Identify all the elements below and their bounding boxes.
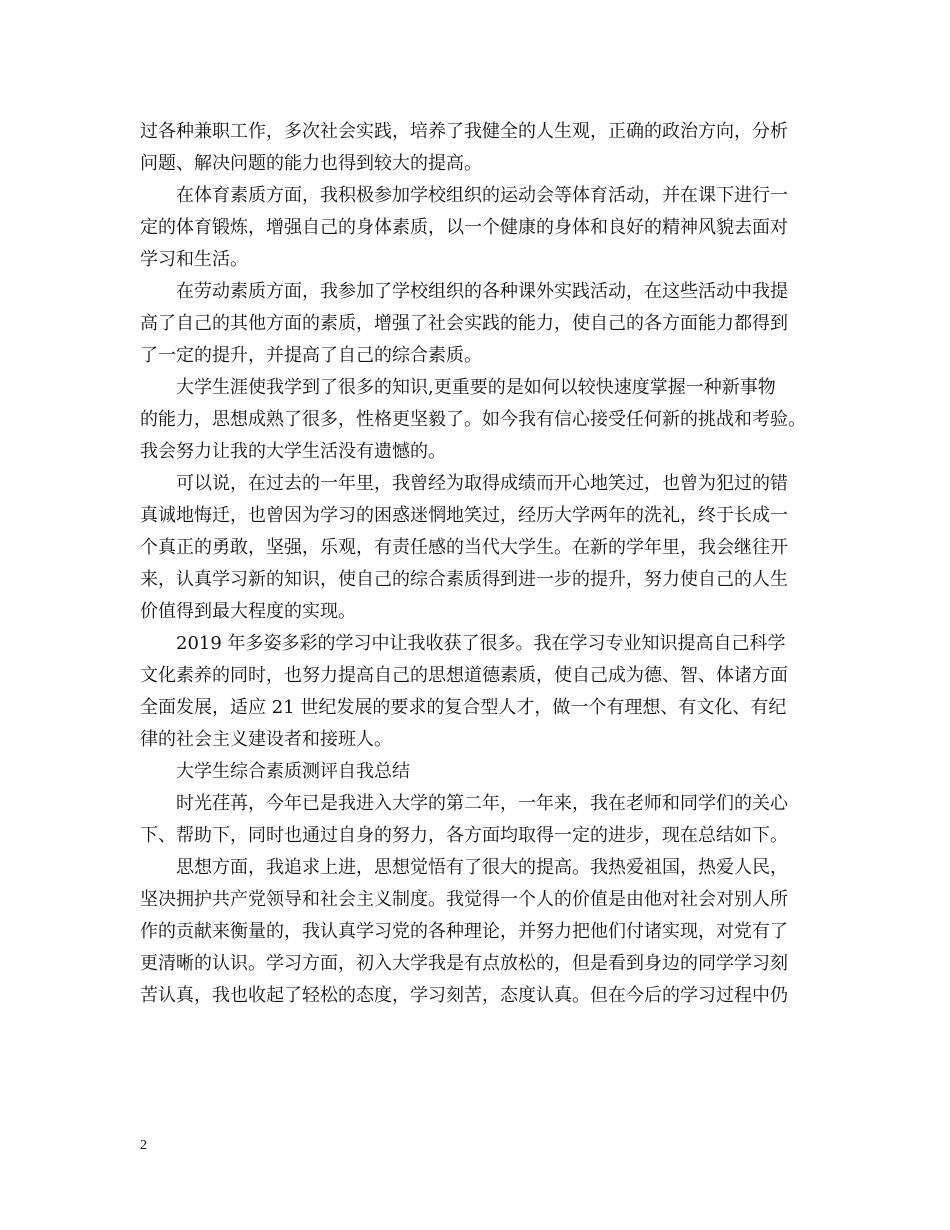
text-line: 过各种兼职工作，多次社会实践，培养了我健全的人生观，正确的政治方向，分析 bbox=[140, 121, 788, 142]
text-line: 我会努力让我的大学生活没有遗憾的。 bbox=[140, 441, 446, 462]
paragraph-start-line: 时光荏苒，今年已是我进入大学的第二年，一年来，我在老师和同学们的关心 bbox=[176, 793, 788, 814]
section-heading: 大学生综合素质测评自我总结 bbox=[176, 761, 410, 782]
text-line: 高了自己的其他方面的素质，增强了社会实践的能力，使自己的各方面能力都得到 bbox=[140, 313, 788, 334]
page-number: 2 bbox=[140, 1138, 147, 1153]
text-line: 律的社会主义建设者和接班人。 bbox=[140, 729, 392, 750]
text-line: 坚决拥护共产党领导和社会主义制度。我觉得一个人的价值是由他对社会对别人所 bbox=[140, 889, 788, 910]
text-line: 真诚地悔迁，也曾因为学习的困惑迷惘地笑过，经历大学两年的洗礼，终于长成一 bbox=[140, 505, 788, 526]
paragraph-start-line: 在体育素质方面，我积极参加学校组织的运动会等体育活动，并在课下进行一 bbox=[176, 185, 788, 206]
text-line: 价值得到最大程度的实现。 bbox=[140, 601, 356, 622]
text-line: 下、帮助下，同时也通过自身的努力，各方面均取得一定的进步，现在总结如下。 bbox=[140, 825, 788, 846]
paragraph-start-line: 思想方面，我追求上进，思想觉悟有了很大的提高。我热爱祖国，热爱人民， bbox=[176, 857, 788, 878]
paragraph-start-line: 可以说，在过去的一年里，我曾经为取得成绩而开心地笑过，也曾为犯过的错 bbox=[176, 473, 788, 494]
text-line: 的能力，思想成熟了很多，性格更坚毅了。如今我有信心接受任何新的挑战和考验。 bbox=[140, 409, 806, 430]
text-line: 来，认真学习新的知识，使自己的综合素质得到进一步的提升，努力使自己的人生 bbox=[140, 569, 788, 590]
text-line: 更清晰的认识。学习方面，初入大学我是有点放松的，但是看到身边的同学学习刻 bbox=[140, 953, 788, 974]
text-line: 作的贡献来衡量的，我认真学习党的各种理论，并努力把他们付诸实现，对党有了 bbox=[140, 921, 788, 942]
body-text bbox=[140, 116, 820, 1012]
text-line: 了一定的提升，并提高了自己的综合素质。 bbox=[140, 345, 482, 366]
paragraph-start-line: 2019 年多姿多彩的学习中让我收获了很多。我在学习专业知识提高自己科学 bbox=[176, 633, 786, 654]
text-line: 定的体育锻炼，增强自己的身体素质，以一个健康的身体和良好的精神风貌去面对 bbox=[140, 217, 788, 238]
text-line: 学习和生活。 bbox=[140, 249, 248, 270]
paragraph-start-line: 大学生涯使我学到了很多的知识,更重要的是如何以较快速度掌握一种新事物 bbox=[176, 377, 776, 398]
text-line: 个真正的勇敢，坚强，乐观，有责任感的当代大学生。在新的学年里，我会继往开 bbox=[140, 537, 788, 558]
text-line: 文化素养的同时，也努力提高自己的思想道德素质，使自己成为德、智、体诸方面 bbox=[140, 665, 788, 686]
text-line: 苦认真，我也收起了轻松的态度，学习刻苦，态度认真。但在今后的学习过程中仍 bbox=[140, 985, 788, 1006]
paragraph-start-line: 在劳动素质方面，我参加了学校组织的各种课外实践活动，在这些活动中我提 bbox=[176, 281, 788, 302]
text-line: 全面发展，适应 21 世纪发展的要求的复合型人才，做一个有理想、有文化、有纪 bbox=[140, 697, 787, 718]
text-line: 问题、解决问题的能力也得到较大的提高。 bbox=[140, 153, 482, 174]
